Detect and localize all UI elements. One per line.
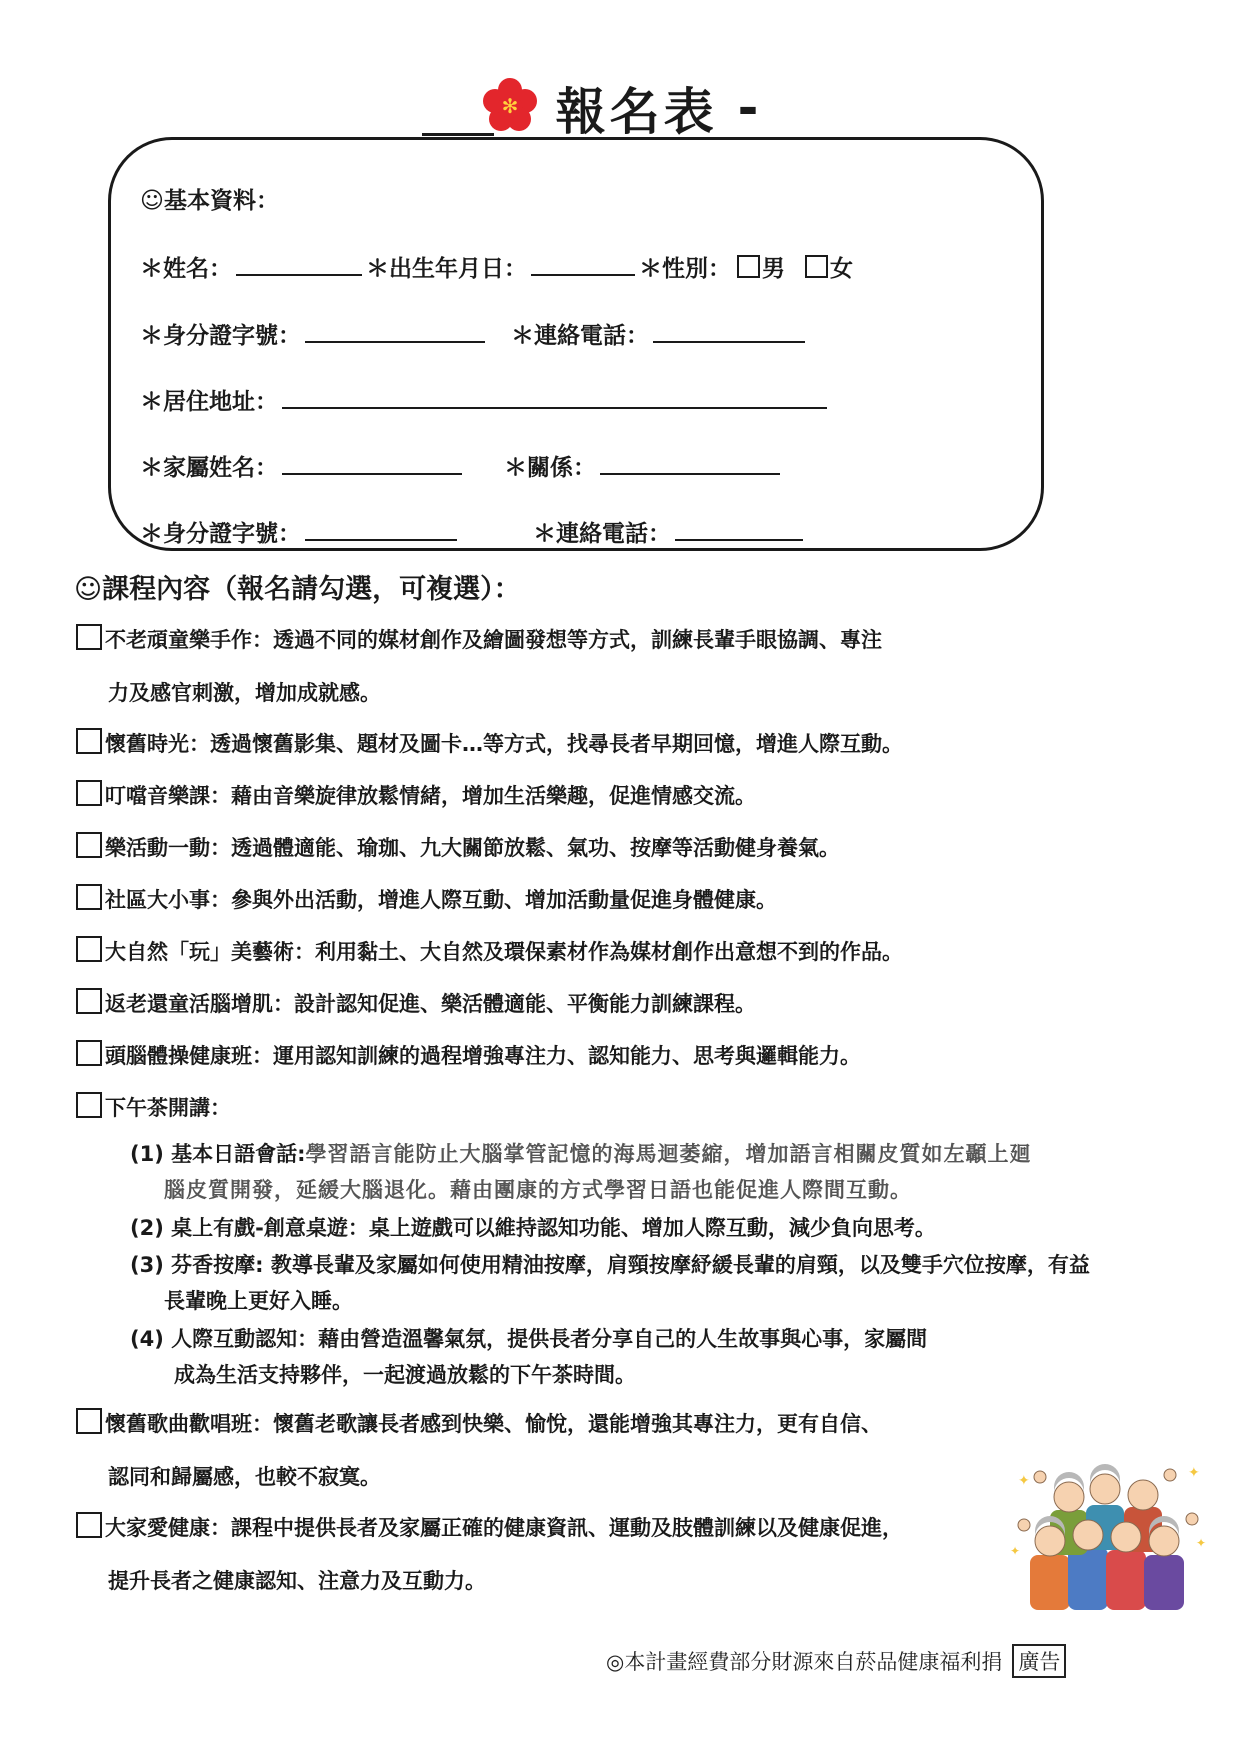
course-desc: 藉由音樂旋律放鬆情緒，增加生活樂趣，促進情感交流。 (231, 784, 756, 808)
name-field[interactable] (236, 256, 362, 276)
course-desc: 課程中提供長者及家屬正確的健康資訊、運動及肢體訓練以及健康促進， (231, 1516, 903, 1540)
course-title: 社區大小事： (105, 888, 231, 912)
course-item (76, 832, 840, 862)
id-label: ＊身分證字號： (140, 323, 301, 349)
svg-text:✦: ✦ (1188, 1465, 1200, 1481)
footer (606, 1644, 1066, 1678)
tea-item (130, 1323, 927, 1353)
title-underline (422, 133, 494, 136)
course-checkbox[interactable] (76, 1092, 102, 1118)
family-id-label: ＊身分證字號： (140, 521, 301, 547)
course-desc-cont: 力及感官刺激，增加成就感。 (108, 681, 381, 705)
course-desc: 透過體適能、瑜珈、九大關節放鬆、氣功、按摩等活動健身養氣。 (231, 836, 840, 860)
tea-item-num: (3) (130, 1253, 164, 1277)
male-checkbox[interactable] (737, 255, 760, 278)
family-id-field[interactable] (305, 521, 457, 541)
course-desc: 透過不同的媒材創作及繪圖發想等方式，訓練長輩手眼協調、專注 (273, 628, 882, 652)
course-title: 返老還童活腦增肌： (105, 992, 294, 1016)
tea-item-num: (1) (130, 1142, 164, 1166)
svg-text:✦: ✦ (1010, 1544, 1021, 1558)
course-checkbox[interactable] (76, 884, 102, 910)
cheering-seniors-illustration (1010, 1455, 1210, 1614)
course-checkbox[interactable] (76, 780, 102, 806)
svg-text:✦: ✦ (1196, 1536, 1207, 1550)
course-title: 大家愛健康： (105, 1516, 231, 1540)
course-checkbox[interactable] (76, 988, 102, 1014)
course-item (76, 624, 882, 654)
course-checkbox[interactable] (76, 936, 102, 962)
course-desc-cont: 提升長者之健康認知、注意力及互動力。 (108, 1569, 486, 1593)
tea-item-title: 桌上有戲-創意桌遊： (171, 1216, 369, 1240)
row-id-phone (140, 317, 809, 350)
family-name-field[interactable] (282, 455, 462, 475)
footer-text: ◎本計畫經費部分財源來自菸品健康福利捐 (606, 1650, 1003, 1674)
course-item (76, 936, 903, 966)
tea-item-desc: 桌上遊戲可以維持認知功能、增加人際互動，減少負向思考。 (368, 1216, 936, 1240)
course-title: 懷舊時光： (105, 732, 210, 756)
course-desc: 運用認知訓練的過程增強專注力、認知能力、思考與邏輯能力。 (273, 1044, 861, 1068)
id-field[interactable] (305, 323, 485, 343)
plum-blossom-icon (482, 78, 538, 138)
row-family-id-phone (140, 515, 807, 548)
tea-item-title: 基本日語會話: (171, 1142, 306, 1166)
family-phone-field[interactable] (675, 521, 803, 541)
gender-label: ＊性別： (639, 256, 731, 282)
birth-field[interactable] (531, 256, 635, 276)
address-label: ＊居住地址： (140, 389, 278, 415)
course-item (76, 780, 756, 810)
address-field[interactable] (282, 389, 827, 409)
svg-text:✦: ✦ (1018, 1473, 1030, 1489)
female-label: 女 (830, 256, 853, 282)
course-title: 頭腦體操健康班： (105, 1044, 273, 1068)
course-desc-cont: 認同和歸屬感，也較不寂寞。 (108, 1465, 381, 1489)
male-label: 男 (762, 256, 785, 282)
course-desc: 參與外出活動，增進人際互動、增加活動量促進身體健康。 (231, 888, 777, 912)
tea-item-num: (4) (130, 1327, 164, 1351)
tea-item-cont: 長輩晚上更好入睡。 (164, 1289, 353, 1313)
tea-item-cont: 成為生活支持夥伴，一起渡過放鬆的下午茶時間。 (174, 1363, 636, 1387)
phone-field[interactable] (653, 323, 805, 343)
family-name-label: ＊家屬姓名： (140, 455, 278, 481)
tea-item (130, 1138, 1032, 1168)
basic-info-header: ☺基本資料： (140, 188, 279, 214)
course-item (76, 1040, 861, 1070)
course-desc: 利用黏土、大自然及環保素材作為媒材創作出意想不到的作品。 (315, 940, 903, 964)
course-desc: 設計認知促進、樂活體適能、平衡能力訓練課程。 (294, 992, 756, 1016)
course-item (76, 728, 903, 758)
course-item (76, 1092, 231, 1122)
tea-item-cont: 腦皮質開發，延緩大腦退化。藉由團康的方式學習日語也能促進人際間互動。 (164, 1178, 912, 1202)
tea-item-desc: 教導長輩及家屬如何使用精油按摩，肩頸按摩紓緩長輩的肩頸，以及雙手穴位按摩，有益 (270, 1253, 1090, 1277)
row-address (140, 383, 831, 416)
family-phone-label: ＊連絡電話： (533, 521, 671, 547)
tea-item-desc: 學習語言能防止大腦掌管記憶的海馬迴萎縮，增加語言相關皮質如左顳上廻 (305, 1142, 1032, 1166)
female-checkbox[interactable] (805, 255, 828, 278)
course-checkbox[interactable] (76, 832, 102, 858)
row-family-relation (140, 449, 784, 482)
course-title: 大自然「玩」美藝術： (105, 940, 315, 964)
relation-label: ＊關係： (504, 455, 596, 481)
tea-item-desc: 藉由營造溫馨氣氛，提供長者分享自己的人生故事與心事，家屬間 (318, 1327, 928, 1351)
tea-item (130, 1249, 1090, 1279)
birth-label: ＊出生年月日： (366, 256, 527, 282)
course-checkbox[interactable] (76, 1040, 102, 1066)
name-label: ＊姓名： (140, 256, 232, 282)
course-title: 樂活動一動： (105, 836, 231, 860)
tea-item-title: 芬香按摩: (171, 1253, 264, 1277)
course-item (76, 988, 756, 1018)
course-title: 下午茶開講： (105, 1096, 231, 1120)
tea-item (130, 1212, 936, 1242)
course-checkbox[interactable] (76, 624, 102, 650)
title-main: 報名表 (555, 83, 718, 141)
course-desc: 懷舊老歌讓長者感到快樂、愉悅，還能增強其專注力，更有自信、 (273, 1412, 882, 1436)
course-checkbox[interactable] (76, 728, 102, 754)
courses-header: ☺課程內容（報名請勾選，可複選）： (74, 574, 521, 605)
course-item (76, 1408, 882, 1438)
course-checkbox[interactable] (76, 1408, 102, 1434)
relation-field[interactable] (600, 455, 780, 475)
tea-item-title: 人際互動認知： (171, 1327, 319, 1351)
svg-text:✻: ✻ (501, 94, 518, 118)
course-desc: 透過懷舊影集、題材及圖卡…等方式，找尋長者早期回憶，增進人際互動。 (210, 732, 903, 756)
course-checkbox[interactable] (76, 1512, 102, 1538)
row-name-birth-gender (140, 250, 853, 283)
course-title: 懷舊歌曲歡唱班： (105, 1412, 273, 1436)
course-item (76, 884, 777, 914)
tea-item-num: (2) (130, 1216, 164, 1240)
course-title: 不老頑童樂手作： (105, 628, 273, 652)
course-title: 叮噹音樂課： (105, 784, 231, 808)
phone-label: ＊連絡電話： (511, 323, 649, 349)
title-dash: - (737, 79, 759, 137)
ad-badge: 廣告 (1012, 1644, 1066, 1678)
course-item (76, 1512, 903, 1542)
page-title (0, 72, 1240, 144)
